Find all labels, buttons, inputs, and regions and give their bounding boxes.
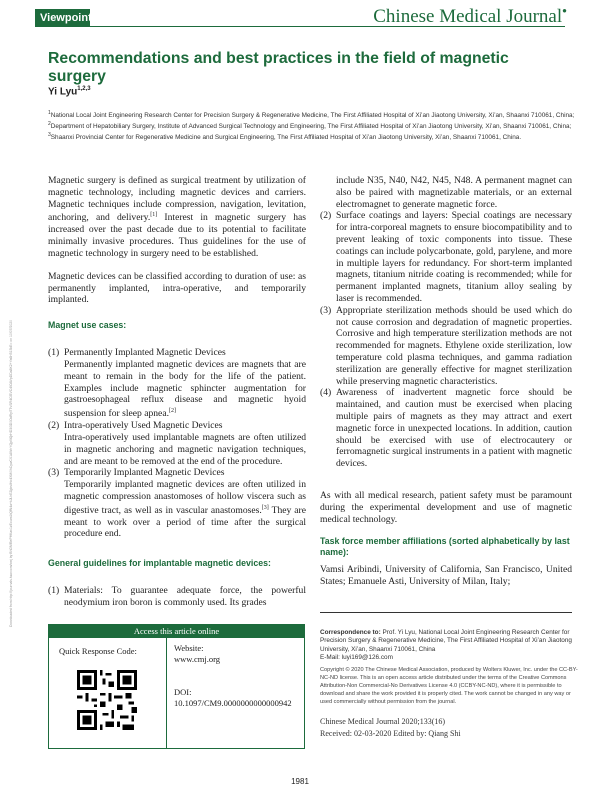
page-header	[0, 6, 600, 30]
item-body: Materials: To guarantee adequate force, the powerful neodymium iron boron is commonly used. Its grades	[64, 585, 306, 609]
download-watermark	[6, 180, 16, 630]
intro-paragraph-1	[48, 175, 306, 260]
use-case-item	[48, 347, 306, 359]
page-number: 1981	[291, 777, 309, 786]
use-cases-heading: Magnet use cases:	[48, 320, 127, 331]
aff-text: National Local Joint Engineering Research Center for Precision Surgery & Regenerative Medicine, The First Affiliated Hospital of Xi’an Jiaotong University, Xi’an, Shaanxi 710061, China;	[50, 112, 575, 120]
correspondence-email[interactable]: E-Mail: luyi169@126.com	[320, 653, 393, 661]
doi-link[interactable]: 10.1097/CM9.0000000000000942	[174, 698, 292, 708]
access-box	[48, 624, 305, 749]
item-number: (1)	[48, 585, 60, 597]
item-body: Temporarily implanted magnetic devices are often utilized in magnetic compression anastomoses of hollow viscera such as digestive tract, as well as in vascular anastomoses.	[64, 479, 306, 516]
affiliation-2	[48, 121, 578, 130]
correspondence-label: Correspondence to:	[320, 629, 381, 636]
guideline-item	[320, 305, 572, 388]
aff-sup: 2	[48, 121, 51, 127]
journal-citation: Chinese Medical Journal 2020;133(16)	[320, 717, 446, 726]
download-watermark-text: Downloaded from http://journals.lww.com/cmj by BhDMf5ePHKav1zEoum1tQfN4a+kJLhEZgbsIHo4XMi0hCywCX1AWnYQp/IlQrHD3i3D0OdRyi7TvSFl4Cf3VC4/OAVpDDa8K2+Ya6H515kE= on 10/07/2020	[9, 319, 13, 627]
use-case-item	[48, 420, 306, 432]
item-body-cont: They are meant to work over a period of time after the surgical procedure end.	[64, 504, 306, 540]
journal-name	[373, 6, 567, 28]
aff-sup: 1	[48, 110, 51, 116]
item-title: Intra-operatively Used Magnetic Devices	[64, 420, 223, 432]
guideline-item	[320, 387, 572, 470]
item-number: (3)	[320, 304, 332, 316]
access-links	[174, 643, 292, 709]
item-number: (4)	[320, 387, 332, 399]
author-name: Yi Lyu	[48, 86, 78, 98]
use-case-body	[48, 432, 306, 467]
journal-dot-icon: ●	[562, 6, 567, 15]
item-number: (2)	[48, 420, 60, 432]
item-body: Intra-operatively used implantable magnets are often utilized in magnetic anchoring and magnetic navigation techniques, and are meant to be removed at the end of the procedure.	[64, 431, 306, 467]
item-body: Permanently implanted magnetic devices are magnets that are meant to remain in the body for the life of the patient. Examples include magnetic sphincter augmentation for gastroesophageal reflux disease and magnetic hyoid suspension for sleep apnea.	[64, 358, 306, 420]
author-line	[48, 86, 91, 97]
taskforce-paragraph: Vamsi Aribindi, University of California, San Francisco, United States; Emanuele Asti, University of Milan, Italy;	[320, 564, 572, 588]
intro-text: Magnetic surgery is defined as surgical treatment by utilization of magnetic technology, including magnetic devices and carriers. Magnetic techniques include compression, navigation, levitation, anchoring, and delivery.	[48, 175, 306, 224]
item-title: Permanently Implanted Magnetic Devices	[64, 347, 226, 359]
footer-rule	[320, 612, 572, 613]
item-body: Appropriate sterilization methods should be used which do not cause corrosion and degradation of magnetic properties. Corrosive and high temperature sterilization methods are not recommended for magnets. Ethylene oxide sterilization, low temperature cold plasma techniques, and gamma radiation sterilization are generally effective for magnet sterilization while preserving magnetic characteristics.	[336, 304, 572, 387]
reference-link[interactable]: [1]	[150, 212, 158, 219]
section-tag: Viewpoint	[35, 9, 90, 27]
qr-label: Quick Response Code:	[59, 646, 137, 656]
received-edited: Received: 02-03-2020 Edited by: Qiang Shi	[320, 729, 461, 738]
guideline-item	[48, 585, 306, 609]
right-column	[320, 175, 572, 599]
item-number: (2)	[320, 210, 332, 222]
website-link[interactable]: www.cmj.org	[174, 654, 221, 664]
citation-block	[320, 716, 461, 740]
intro-paragraph-2: Magnetic devices can be classified according to duration of use: as permanently implanted, intra-operative, and temporarily implanted.	[48, 270, 306, 306]
item-number: (1)	[48, 347, 60, 359]
affiliation-1	[48, 110, 578, 119]
safety-paragraph: As with all medical research, patient safety must be paramount during the experimental development and use of magnetic medical technology.	[320, 489, 572, 525]
guideline-continued: include N35, N40, N42, N45, N48. A permanent magnet can also be paired with magnetizable materials, or an external electromagnet to generate magnetic force.	[336, 175, 572, 210]
reference-link[interactable]: [3]	[261, 504, 269, 511]
item-title: Temporarily Implanted Magnetic Devices	[64, 467, 225, 479]
use-case-body	[48, 479, 306, 540]
affiliation-3	[48, 132, 578, 141]
aff-text: Department of Hepatobiliary Surgery, Institute of Advanced Surgical Technology and Engineering, The First Affiliated Hospital of Xi’an Jiaotong University, Xi’an, Shaanxi 710061, China;	[50, 123, 572, 131]
intro-text-cont: Interest in magnetic surgery has increased over the past decade due to its potential to facilitate minimally invasive procedures. Thus guidelines for the use of magnetic technology in surgery need to be established.	[48, 212, 306, 259]
copyright-notice: Copyright © 2020 The Chinese Medical Association, produced by Wolters Kluwer, Inc. under the CC-BY-NC-ND license. This is an open access article distributed under the terms of the Creative Commons Attribution-Non Commercial-No Derivatives License 4.0 (CCBY-NC-ND), where it is permissible to download and share the work provided it is properly cited. The work cannot be changed in any way or used commercially without permission from the journal.	[320, 667, 578, 705]
article-title: Recommendations and best practices in the field of magnetic surgery	[48, 50, 509, 85]
correspondence	[320, 629, 578, 662]
use-case-item	[48, 467, 306, 479]
taskforce-heading: Task force member affiliations (sorted alphabetically by last name):	[320, 536, 570, 558]
guideline-item	[320, 210, 572, 304]
qr-panel	[49, 638, 167, 748]
aff-sup: 3	[48, 132, 51, 138]
website-label: Website:	[174, 643, 204, 653]
reference-link[interactable]: [2]	[168, 408, 176, 415]
left-column	[48, 175, 306, 609]
access-box-heading: Access this article online	[49, 625, 304, 638]
item-number: (3)	[48, 467, 60, 479]
doi-label: DOI:	[174, 687, 192, 697]
use-case-body	[48, 359, 306, 420]
correspondence-text: Prof. Yi Lyu, National Local Joint Engineering Research Center for Precision Surgery & Regenerative Medicine, The First Affiliated Hospital of Xi’an Jiaotong University, Xi’an, Shaanxi 710061, China	[320, 629, 572, 653]
aff-text: Shaanxi Provincial Center for Regenerative Medicine and Surgical Engineering, The First Affiliated Hospital of Xi’an Jiaotong University, Xi’an, Shaanxi 710061, China.	[50, 134, 522, 142]
item-body: Awareness of inadvertent magnetic force should be maintained, and caution must be exercised when placing multiple pairs of magnets as they may attract and exert magnetic force in unexpected locations. In addition, caution should be exercised with use of electrocautery or ferromagnetic surgical instruments in a patient with magnetic devices.	[336, 387, 572, 470]
item-body: Surface coatings and layers: Special coatings are necessary for intra-corporeal magnets to ensure biocompatibility and to prevent leaking of toxic components into tissue. These coatings can include polycarbonate, gold, parylene, and more in multiple layers for redundancy. For short-term implanted magnets, titanium nitride coating is recommended; while for permanent implanted magnets, titanium alloy sealing by laser is recommended.	[336, 210, 572, 304]
qr-code-icon[interactable]	[77, 670, 137, 730]
journal-name-text: Chinese Medical Journal	[373, 6, 563, 27]
author-sup: 1,2,3	[77, 86, 91, 92]
guidelines-heading: General guidelines for implantable magnetic devices:	[48, 558, 271, 569]
